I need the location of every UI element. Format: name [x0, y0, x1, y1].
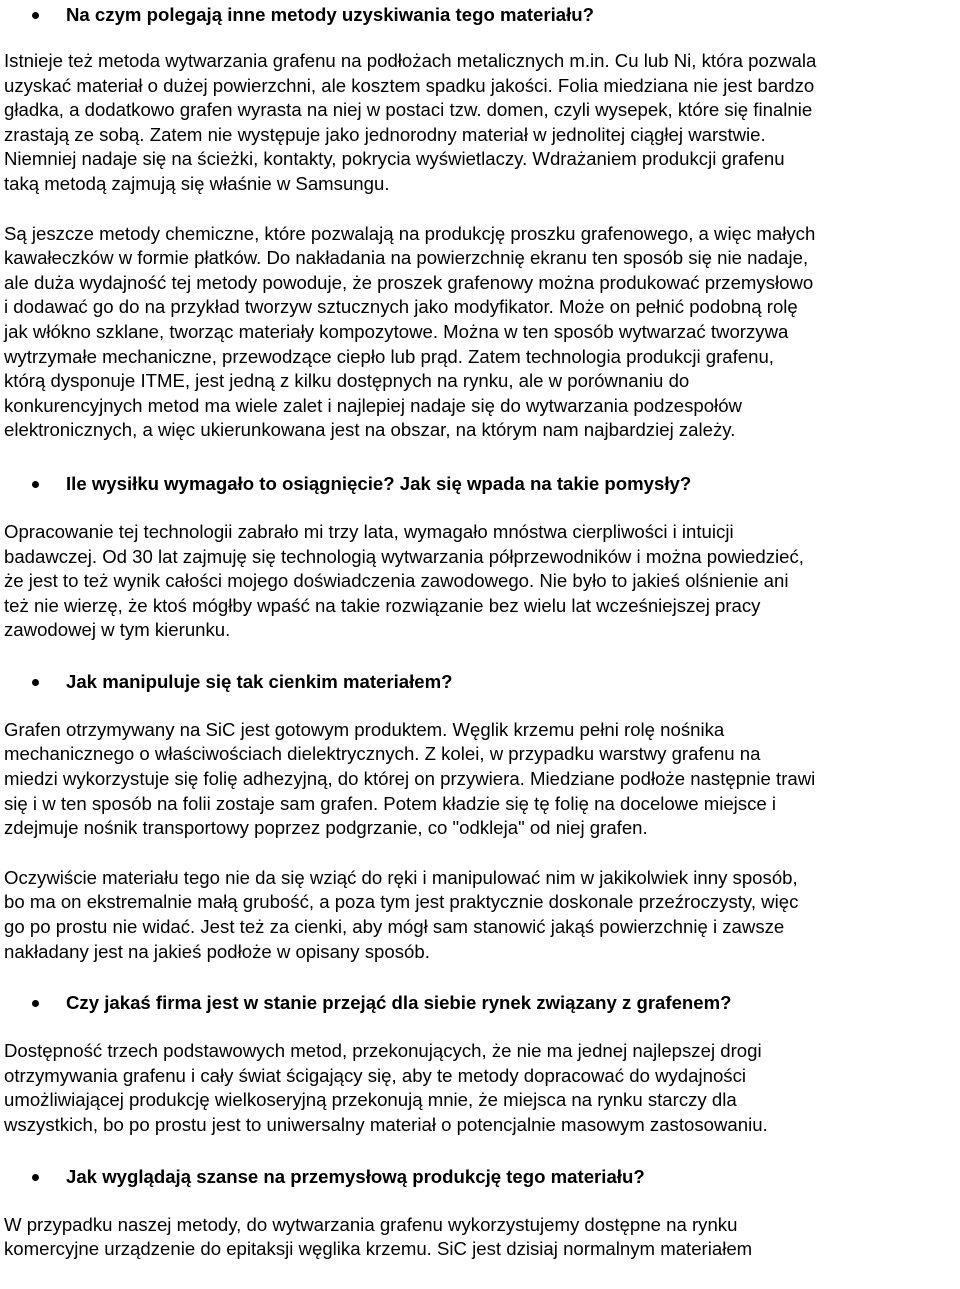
text-line: Niemniej nadaje się na ścieżki, kontakty, pokrycia wyświetlaczy. Wdrażaniem produkcji grafenu: [4, 148, 785, 170]
text-line: zdejmuje nośnik transportowy poprzez podgrzanie, co "odkleja" od niej grafen.: [4, 817, 648, 839]
text-line: i dodawać go do na przykład tworzyw sztucznych jako modyfikator. Może on pełnić podobną rolę: [4, 296, 798, 318]
text-line: ale duża wydajność tej metody powoduje, że proszek grafenowy można produkować przemysłowo: [4, 271, 814, 293]
question-text: Czy jakaś firma jest w stanie przejąć dla siebie rynek związany z grafenem?: [66, 992, 732, 1014]
document-page: [4, 0, 956, 1262]
question-text: Jak wyglądają szanse na przemysłową produkcję tego materiału?: [66, 1165, 645, 1187]
text-line: go po prostu nie widać. Jest też za cienki, aby mógł sam stanowić jakąś powierzchnię i zawsze: [4, 916, 785, 938]
text-line: umożliwiającej produkcję wielkoseryjną przekonują mnie, że miejsca na rynku starczy dla: [4, 1089, 737, 1111]
text-line: Opracowanie tej technologii zabrało mi trzy lata, wymagało mnóstwa cierpliwości i intuicji: [4, 520, 734, 542]
text-line: nakładany jest na jakieś podłoże w opisany sposób.: [4, 940, 430, 962]
text-line: Istnieje też metoda wytwarzania grafenu na podłożach metalicznych m.in. Cu lub Ni, która pozwala: [4, 50, 817, 71]
paragraph: [4, 718, 956, 841]
text-line: się i w ten sposób na folii zostaje sam grafen. Potem kładzie się tę folię na docelowe miejsce i: [4, 792, 777, 814]
question-heading: [4, 990, 956, 1015]
text-line: taką metodą zajmują się właśnie w Samsungu.: [4, 172, 390, 194]
paragraph: [4, 222, 956, 443]
text-line: bo ma on ekstremalnie małą grubość, a poza tym jest praktycznie doskonale przeźroczysty, więc: [4, 891, 799, 913]
paragraph: [4, 49, 956, 197]
question-heading: [4, 471, 956, 496]
text-line: uzyskać materiał o dużej powierzchni, ale kosztem spadku jakości. Folia miedziana nie jest bardzo: [4, 74, 815, 96]
text-line: mechanicznego o właściwościach dielektrycznych. Z kolei, w przypadku warstwy grafenu na: [4, 743, 761, 765]
question-heading: [4, 669, 956, 694]
text-line: W przypadku naszej metody, do wytwarzania grafenu wykorzystujemy dostępne na rynku: [4, 1213, 738, 1235]
bullet-icon: [32, 481, 39, 488]
text-line: kawałeczków w formie płatków. Do nakładania na powierzchnię ekranu ten sposób się nie nadaje,: [4, 247, 809, 269]
text-line: wytrzymałe mechaniczne, przewodzące ciepło lub prąd. Zatem technologia produkcji grafenu,: [4, 345, 774, 367]
text-line: że jest to też wynik całości mojego doświadczenia zawodowego. Nie było to jakieś olśnienie ani: [4, 570, 789, 592]
paragraph: [4, 1213, 956, 1262]
text-line: zawodowej w tym kierunku.: [4, 619, 231, 641]
bullet-icon: [32, 679, 39, 686]
paragraph: [4, 866, 956, 964]
text-line: otrzymywania grafenu i cały świat ścigający się, aby te metody dopracować do wydajności: [4, 1064, 747, 1086]
text-line: badawczej. Od 30 lat zajmuję się technologią wytwarzania półprzewodników i można powiedzieć,: [4, 545, 804, 567]
text-line: też nie wierzę, że ktoś mógłby wpaść na takie rozwiązanie bez wielu lat wcześniejszej pracy: [4, 594, 761, 616]
text-line: Oczywiście materiału tego nie da się wziąć do ręki i manipulować nim w jakikolwiek inny sposób,: [4, 866, 798, 888]
question-heading: [4, 2, 956, 27]
question-heading: [4, 1164, 956, 1189]
text-line: komercyjne urządzenie do epitaksji węglika krzemu. SiC jest dzisiaj normalnym materiałem: [4, 1238, 753, 1260]
paragraph: [4, 520, 956, 643]
bullet-icon: [32, 12, 39, 19]
text-line: którą dysponuje ITME, jest jedną z kilku dostępnych na rynku, ale w porównaniu do: [4, 370, 690, 392]
question-text: Jak manipuluje się tak cienkim materiałem?: [66, 670, 453, 692]
text-line: Są jeszcze metody chemiczne, które pozwalają na produkcję proszku grafenowego, a więc małych: [4, 222, 816, 244]
text-line: gładka, a dodatkowo grafen wyrasta na niej w postaci tzw. domen, czyli wysepek, które się finalnie: [4, 99, 813, 121]
text-line: elektronicznych, a więc ukierunkowana jest na obszar, na którym nam najbardziej zależy.: [4, 419, 736, 441]
paragraph: [4, 1039, 956, 1137]
text-line: zrastają ze sobą. Zatem nie występuje jako jednorodny materiał w jednolitej ciągłej warstwie.: [4, 123, 766, 145]
text-line: wszystkich, bo po prostu jest to uniwersalny materiał o potencjalnie masowym zastosowaniu.: [4, 1114, 768, 1135]
text-line: Dostępność trzech podstawowych metod, przekonujących, że nie ma jednej najlepszej drogi: [4, 1040, 762, 1062]
text-line: miedzi wykorzystuje się folię adhezyjną, do której on przywiera. Miedziane podłoże następnie trawi: [4, 768, 816, 790]
question-text: Ile wysiłku wymagało to osiągnięcie? Jak się wpada na takie pomysły?: [66, 472, 692, 494]
question-text: Na czym polegają inne metody uzyskiwania tego materiału?: [66, 4, 595, 25]
text-line: konkurencyjnych metod ma wiele zalet i najlepiej nadaje się do wytwarzania podzespołów: [4, 394, 742, 416]
bullet-icon: [32, 1174, 39, 1181]
bullet-icon: [32, 1000, 39, 1007]
text-line: Grafen otrzymywany na SiC jest gotowym produktem. Węglik krzemu pełni rolę nośnika: [4, 718, 725, 740]
text-line: jak włókno szklane, tworząc materiały kompozytowe. Można w ten sposób wytwarzać tworzywa: [4, 320, 789, 342]
